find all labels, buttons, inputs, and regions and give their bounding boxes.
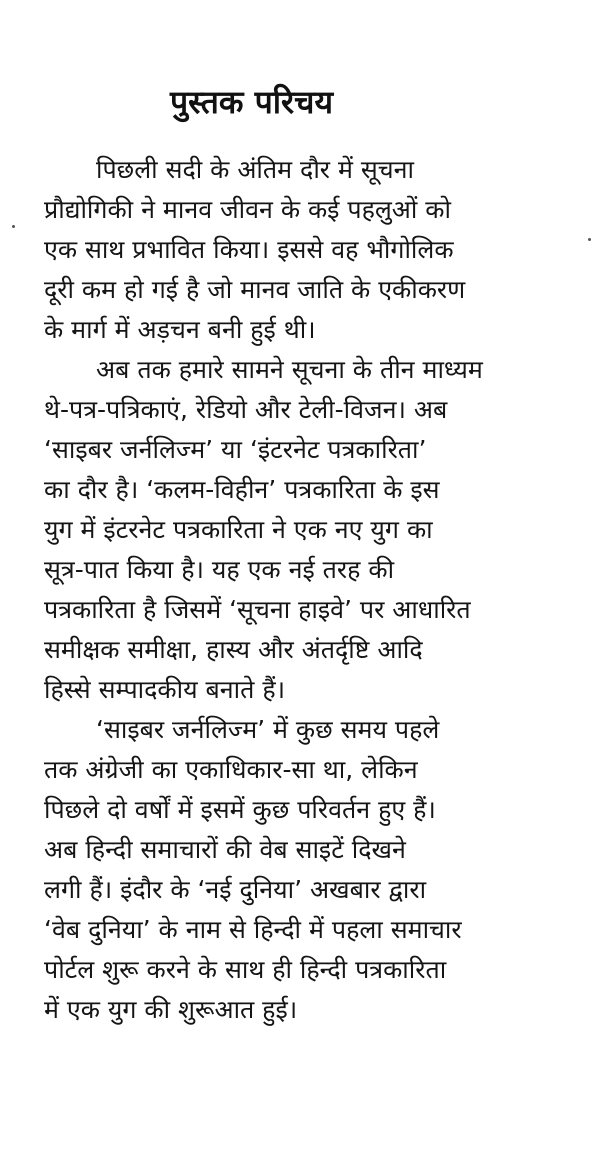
- text-line: युग में इंटरनेट पत्रकारिता ने एक नए युग का: [44, 515, 433, 544]
- text-line: ‘साइबर जर्नलिज्म’ या ‘इंटरनेट पत्रकारिता’: [44, 435, 427, 464]
- text-line: के मार्ग में अड़चन बनी हुई थी।: [44, 315, 316, 344]
- text-line: दूरी कम हो गई है जो मानव जाति के एकीकरण: [44, 275, 466, 304]
- text-line: पिछले दो वर्षों में इसमें कुछ परिवर्तन हुए हैं।: [44, 795, 436, 824]
- text-line: ‘साइबर जर्नलिज्म’ में कुछ समय पहले: [96, 715, 440, 744]
- text-line: हिस्से सम्पादकीय बनाते हैं।: [44, 675, 286, 704]
- text-line: तक अंग्रेजी का एकाधिकार-सा था, लेकिन: [44, 755, 418, 784]
- text-line: सूत्र-पात किया है। यह एक नई तरह की: [44, 555, 395, 584]
- text-line: थे-पत्र-पत्रिकाएं, रेडियो और टेली-विजन। अब: [44, 395, 448, 424]
- text-line: पत्रकारिता है जिसमें ‘सूचना हाइवे’ पर आधारित: [44, 595, 471, 624]
- text-line: में एक युग की शुरूआत हुई।: [44, 995, 298, 1024]
- page-body: [44, 150, 564, 1030]
- text-line: प्रौद्योगिकी ने मानव जीवन के कई पहलुओं को: [44, 195, 451, 224]
- text-line: अब हिन्दी समाचारों की वेब साइटें दिखने: [44, 835, 406, 864]
- text-line: पिछली सदी के अंतिम दौर में सूचना: [96, 155, 414, 184]
- paragraph-2: [44, 350, 564, 710]
- text-line: एक साथ प्रभावित किया। इससे वह भौगोलिक: [44, 235, 454, 264]
- paragraph-1: [44, 150, 564, 350]
- text-line: अब तक हमारे सामने सूचना के तीन माध्यम: [96, 355, 483, 384]
- text-line: समीक्षक समीक्षा, हास्य और अंतर्दृष्टि आदि: [44, 635, 423, 664]
- scan-speck: [12, 225, 15, 228]
- text-line: का दौर है। ‘कलम-विहीन’ पत्रकारिता के इस: [44, 475, 440, 504]
- text-line: पोर्टल शुरू करने के साथ ही हिन्दी पत्रकारिता: [44, 955, 447, 984]
- scan-speck: [588, 238, 591, 241]
- text-line: लगी हैं। इंदौर के ‘नई दुनिया’ अखबार द्वारा: [44, 875, 427, 904]
- paragraph-3: [44, 710, 564, 1030]
- text-line: ‘वेब दुनिया’ के नाम से हिन्दी में पहला समाचार: [44, 915, 462, 944]
- page-title: पुस्तक परिचय: [170, 83, 334, 121]
